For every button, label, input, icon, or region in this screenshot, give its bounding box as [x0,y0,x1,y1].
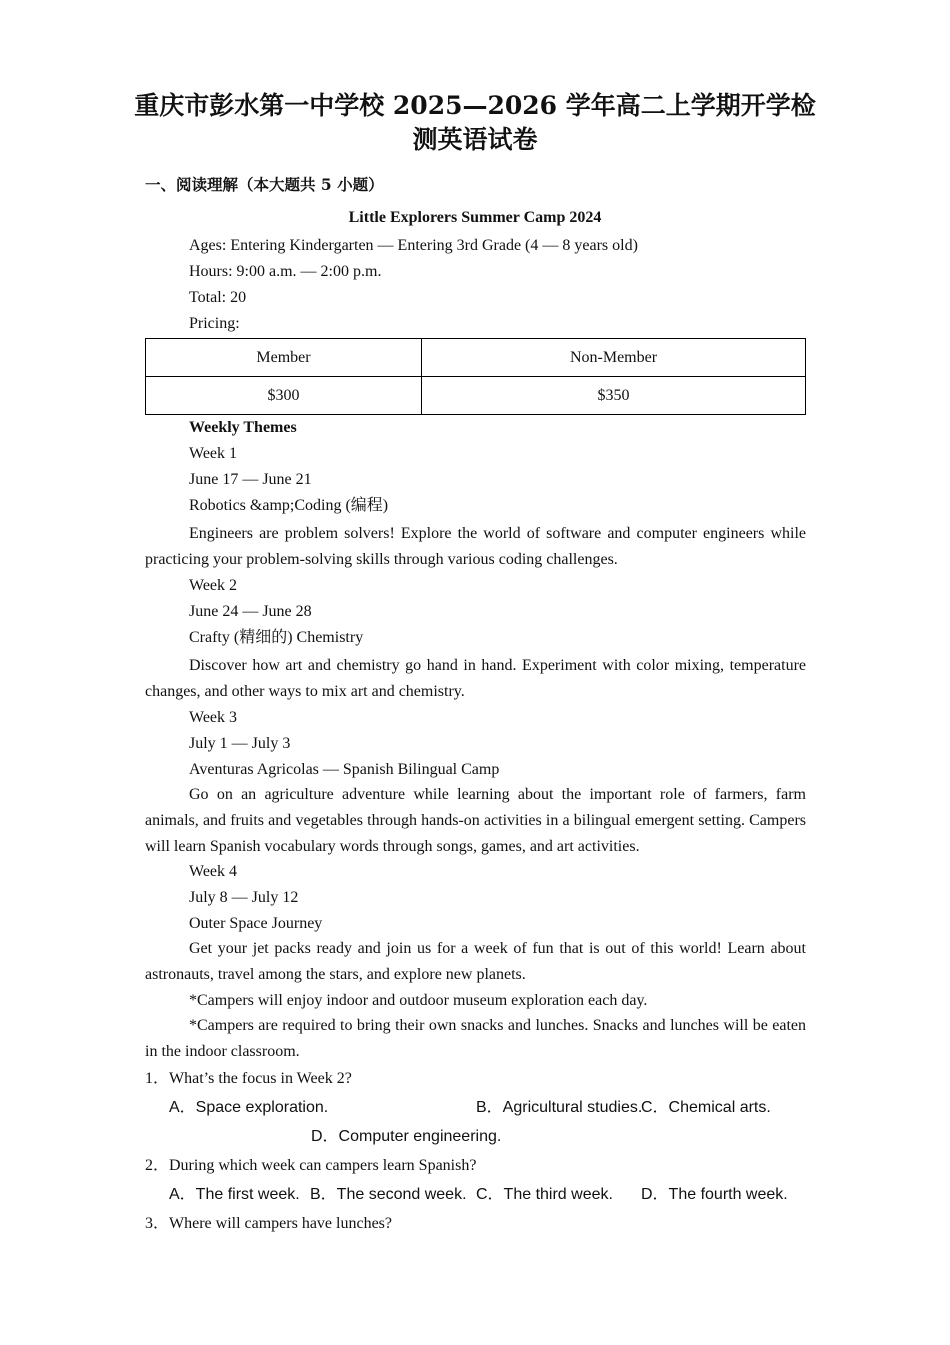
week-1-label: Week 1 [189,445,238,462]
section-heading: 一、阅读理解（本大题共 5 小题） [145,175,384,194]
week-4-description: Get your jet packs ready and join us for a week of fun that is out of this world! Learn about astronauts, travel among the stars, and explore new planets. [145,940,806,983]
pricing-value-nonmember: $350 [422,377,806,415]
document-title-line-1: 重庆市彭水第一中学校 2025—2026 学年高二上学期开学检 [134,91,816,120]
hours-line: Hours: 9:00 a.m. — 2:00 p.m. [189,263,382,280]
question-1-option-a[interactable]: A．Space exploration. [169,1099,329,1116]
week-2-label: Week 2 [189,577,238,594]
week-2-theme: Crafty (精细的) Chemistry [189,629,364,646]
question-2-option-a[interactable]: A．The first week. [169,1186,300,1203]
pricing-header-member: Member [146,339,422,377]
pricing-header-nonmember: Non-Member [422,339,806,377]
week-1-dates: June 17 — June 21 [189,471,312,488]
pricing-value-row [146,377,806,415]
note-museum: *Campers will enjoy indoor and outdoor museum exploration each day. [189,992,648,1009]
pricing-value-member: $300 [146,377,422,415]
total-line: Total: 20 [189,289,247,306]
week-3-label: Week 3 [189,709,238,726]
week-4-label: Week 4 [189,863,238,880]
note-snacks: *Campers are required to bring their own snacks and lunches. Snacks and lunches will be eaten in the indoor classroom. [145,1017,806,1060]
question-2-option-c[interactable]: C．The third week. [476,1186,613,1203]
week-3-theme: Aventuras Agricolas — Spanish Bilingual Camp [189,761,500,778]
week-3-dates: July 1 — July 3 [189,735,291,752]
question-1-stem: 1．What’s the focus in Week 2? [145,1070,352,1087]
question-1-option-d[interactable]: D．Computer engineering. [311,1128,502,1145]
week-2-description: Discover how art and chemistry go hand in hand. Experiment with color mixing, temperature changes, and other ways to mix art and chemistry. [145,657,806,700]
pricing-header-row [146,339,806,377]
weekly-themes-heading: Weekly Themes [189,419,297,436]
ages-line: Ages: Entering Kindergarten — Entering 3rd Grade (4 — 8 years old) [189,237,638,254]
week-4-dates: July 8 — July 12 [189,889,299,906]
question-2-stem: 2．During which week can campers learn Spanish? [145,1157,477,1174]
passage-title: Little Explorers Summer Camp 2024 [348,209,602,226]
question-1-option-c[interactable]: C．Chemical arts. [641,1099,771,1116]
question-2-option-d[interactable]: D．The fourth week. [641,1186,788,1203]
week-2-dates: June 24 — June 28 [189,603,312,620]
week-1-description: Engineers are problem solvers! Explore the world of software and computer engineers while practicing your problem-solving skills through various coding challenges. [145,525,806,568]
week-4-theme: Outer Space Journey [189,915,323,932]
document-title-line-2: 测英语试卷 [412,125,538,154]
pricing-label: Pricing: [189,315,240,332]
pricing-table [145,338,806,415]
week-3-description: Go on an agriculture adventure while learning about the important role of farmers, farm animals, and fruits and vegetables through hands-on activities in a bilingual emergent setting. Campers will learn Spanish vocabulary words through songs, games, and art activities. [145,786,806,855]
question-3-stem: 3．Where will campers have lunches? [145,1215,393,1232]
week-1-theme: Robotics &amp;Coding (编程) [189,497,389,514]
question-1-option-b[interactable]: B．Agricultural studies. [476,1099,643,1116]
question-2-option-b[interactable]: B．The second week. [310,1186,467,1203]
